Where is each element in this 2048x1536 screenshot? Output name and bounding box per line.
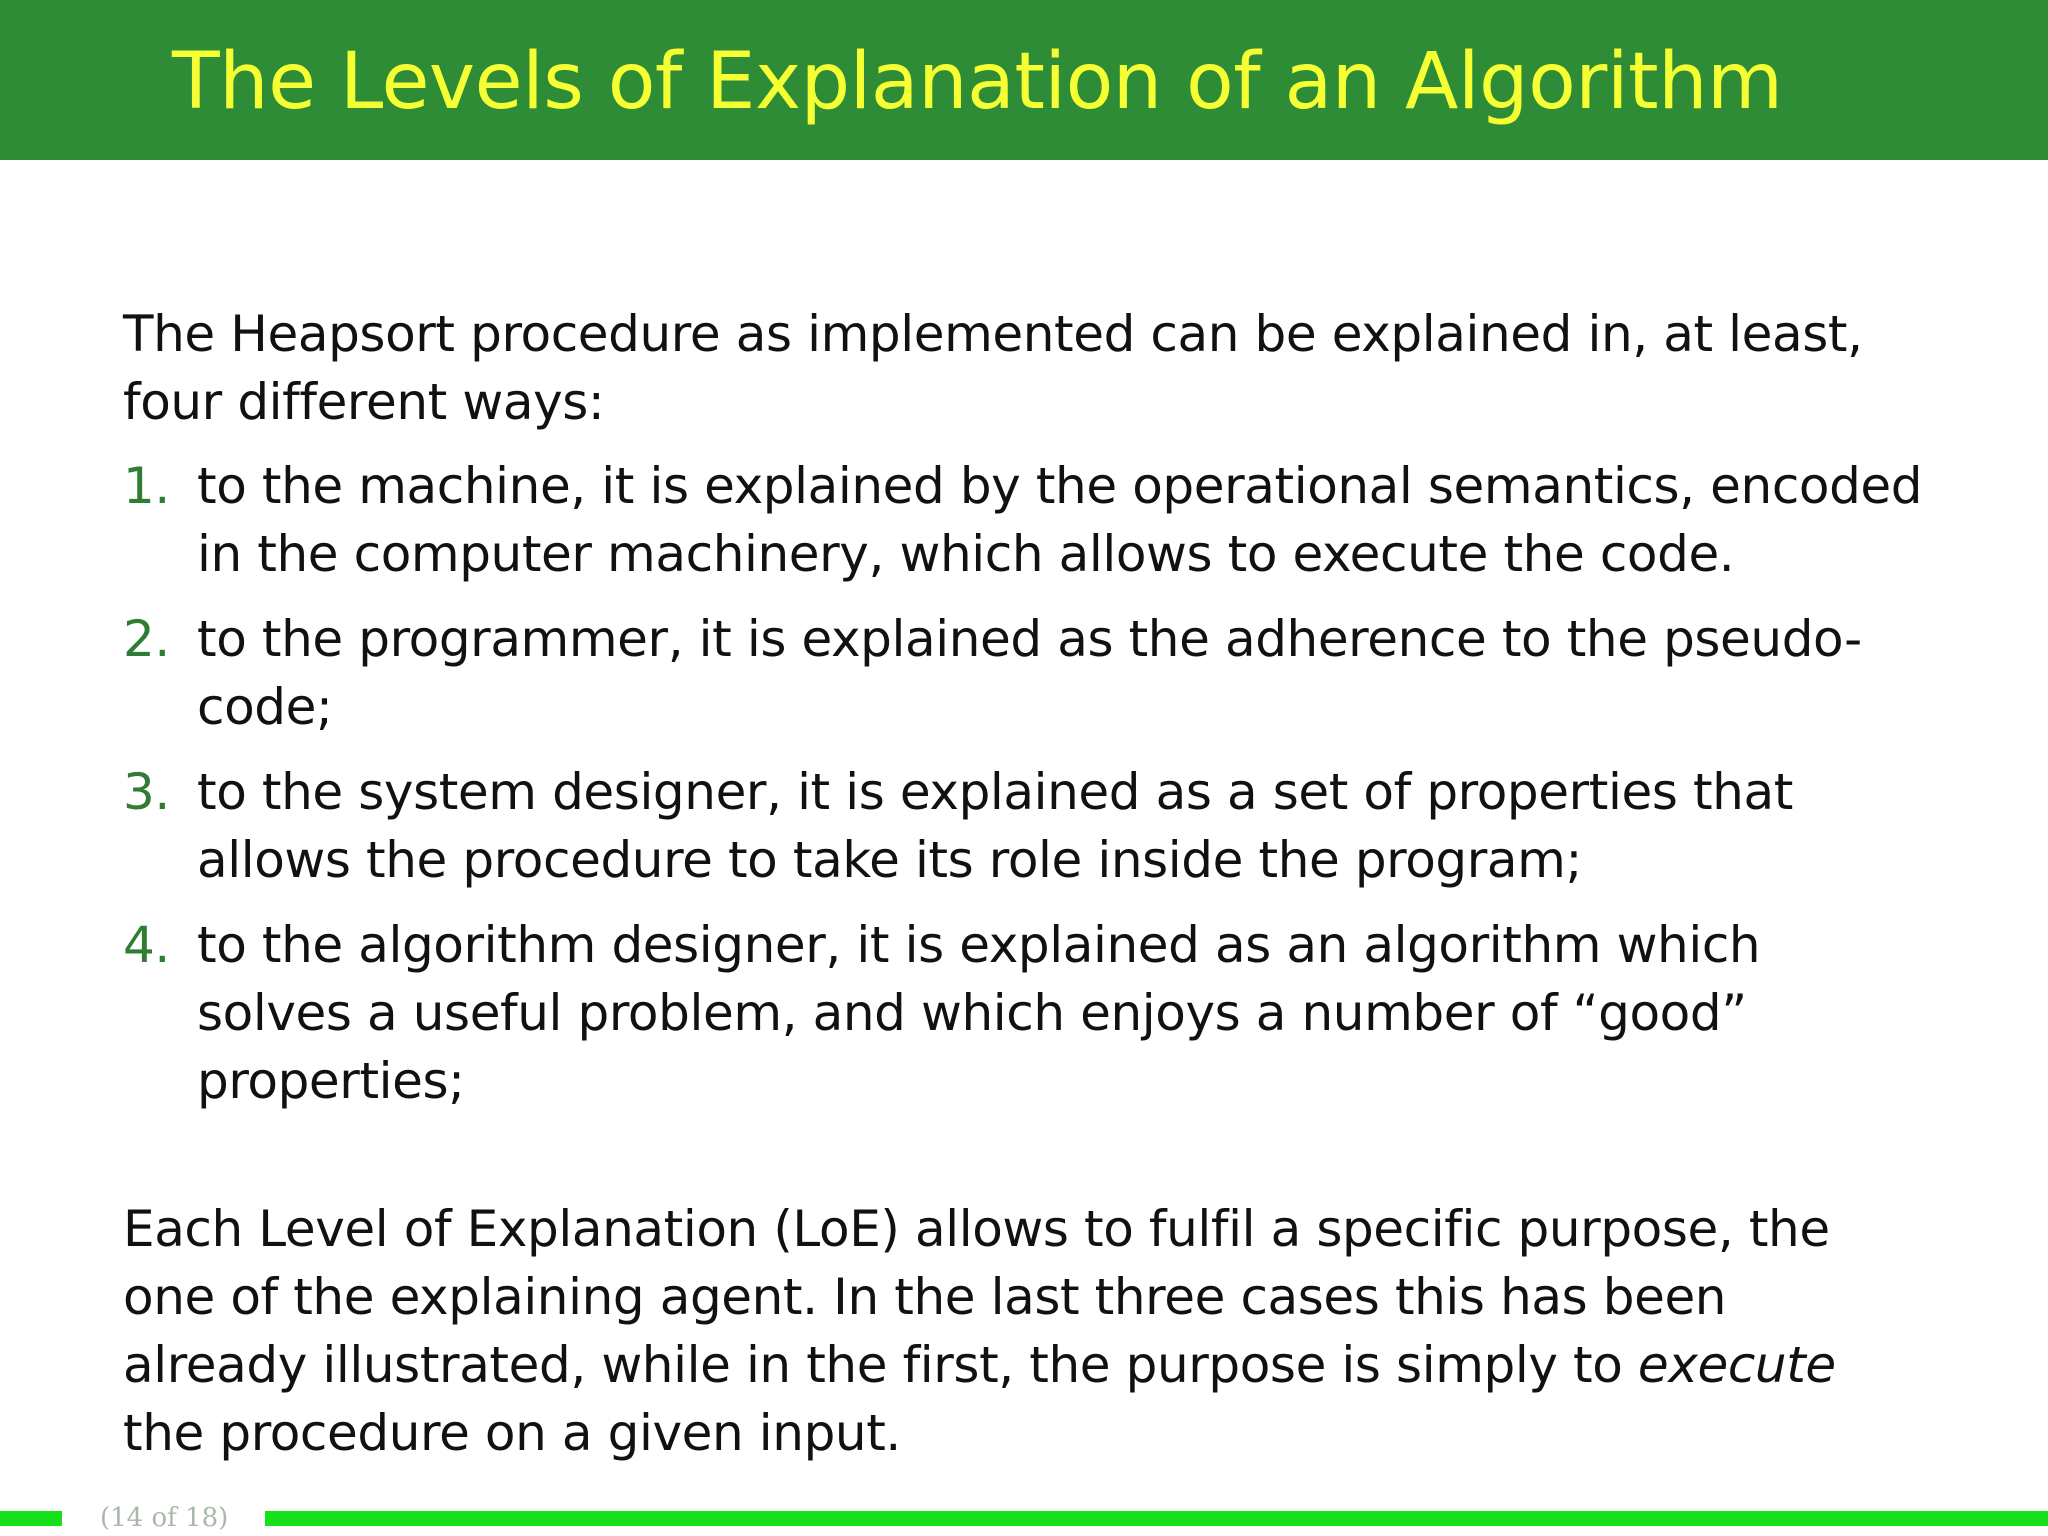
list-item <box>123 758 1923 894</box>
list-item-text: to the system designer, it is explained as a set of properties that allows the procedure to take its role inside the program; <box>197 763 1793 889</box>
footer-progress-bar-left <box>0 1511 62 1526</box>
intro-paragraph: The Heapsort procedure as implemented can be explained in, at least, four different ways: <box>123 305 1863 431</box>
list-item-number: 1. <box>123 457 170 515</box>
explanation-levels-list <box>123 452 1923 1115</box>
list-item <box>123 605 1923 741</box>
list-item <box>123 452 1923 588</box>
list-item-number: 2. <box>123 610 170 668</box>
slide-footer <box>0 1500 2048 1536</box>
conclusion-text-before: Each Level of Explanation (LoE) allows to fulfil a specific purpose, the one of the explaining agent. In the last three cases this has been already illustrated, while in the first, the purpose is simply to <box>123 1200 1830 1394</box>
conclusion-text-after: the procedure on a given input. <box>123 1404 901 1462</box>
list-item-text: to the machine, it is explained by the operational semantics, encoded in the computer machinery, which allows to execute the code. <box>197 457 1923 583</box>
slide-header <box>0 0 2048 160</box>
conclusion-paragraph <box>123 1195 1923 1467</box>
list-item-number: 4. <box>123 916 170 974</box>
footer-progress-bar-right <box>265 1511 2048 1526</box>
list-item-text: to the programmer, it is explained as the adherence to the pseudo-code; <box>197 610 1862 736</box>
slide-body <box>123 300 1923 1467</box>
slide-title: The Levels of Explanation of an Algorithm <box>172 37 1783 127</box>
list-item <box>123 911 1923 1115</box>
page-indicator: (14 of 18) <box>100 1503 229 1533</box>
list-item-number: 3. <box>123 763 170 821</box>
list-item-text: to the algorithm designer, it is explained as an algorithm which solves a useful problem, and which enjoys a number of “good” properties; <box>197 916 1761 1110</box>
conclusion-emphasis: execute <box>1637 1336 1836 1394</box>
